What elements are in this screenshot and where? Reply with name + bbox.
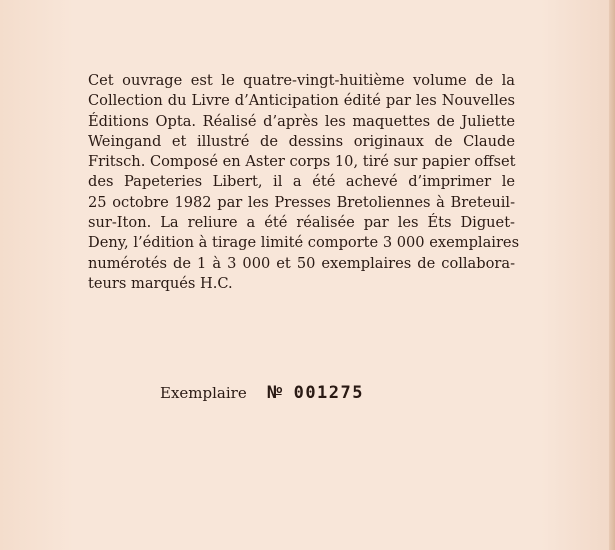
- page-edge: [609, 0, 615, 550]
- colophon-line: des Papeteries Libert, il a été achevé d’imprimer le: [88, 173, 515, 191]
- colophon-line: 25 octobre 1982 par les Presses Bretoliennes à Breteuil-: [88, 193, 515, 211]
- colophon-line: sur-Iton. La reliure a été réalisée par les Éts Diguet-: [88, 214, 515, 232]
- number-sign-letter: N: [266, 383, 276, 403]
- colophon-line: teurs marqués H.C.: [88, 274, 233, 292]
- copy-number-label: Exemplaire: [160, 384, 247, 402]
- number-sign-superscript: o: [275, 383, 282, 396]
- colophon-line: Weingand et illustré de dessins originaux de Claude: [88, 132, 515, 150]
- copy-number-value: 001275: [293, 383, 364, 403]
- colophon-text: [88, 71, 520, 294]
- colophon-line: Éditions Opta. Réalisé d’après les maquettes de Juliette: [88, 112, 515, 130]
- number-sign: [267, 383, 282, 403]
- copy-number: [160, 383, 364, 403]
- colophon-line: Fritsch. Composé en Aster corps 10, tiré sur papier offset: [88, 153, 516, 171]
- colophon-line: Collection du Livre d’Anticipation édité par les Nouvelles: [88, 92, 515, 110]
- colophon-line: numérotés de 1 à 3 000 et 50 exemplaires de collabora-: [88, 254, 515, 272]
- colophon-line: Deny, l’édition à tirage limité comporte 3 000 exemplaires: [88, 234, 520, 252]
- colophon-line: Cet ouvrage est le quatre-vingt-huitième volume de la: [88, 72, 515, 89]
